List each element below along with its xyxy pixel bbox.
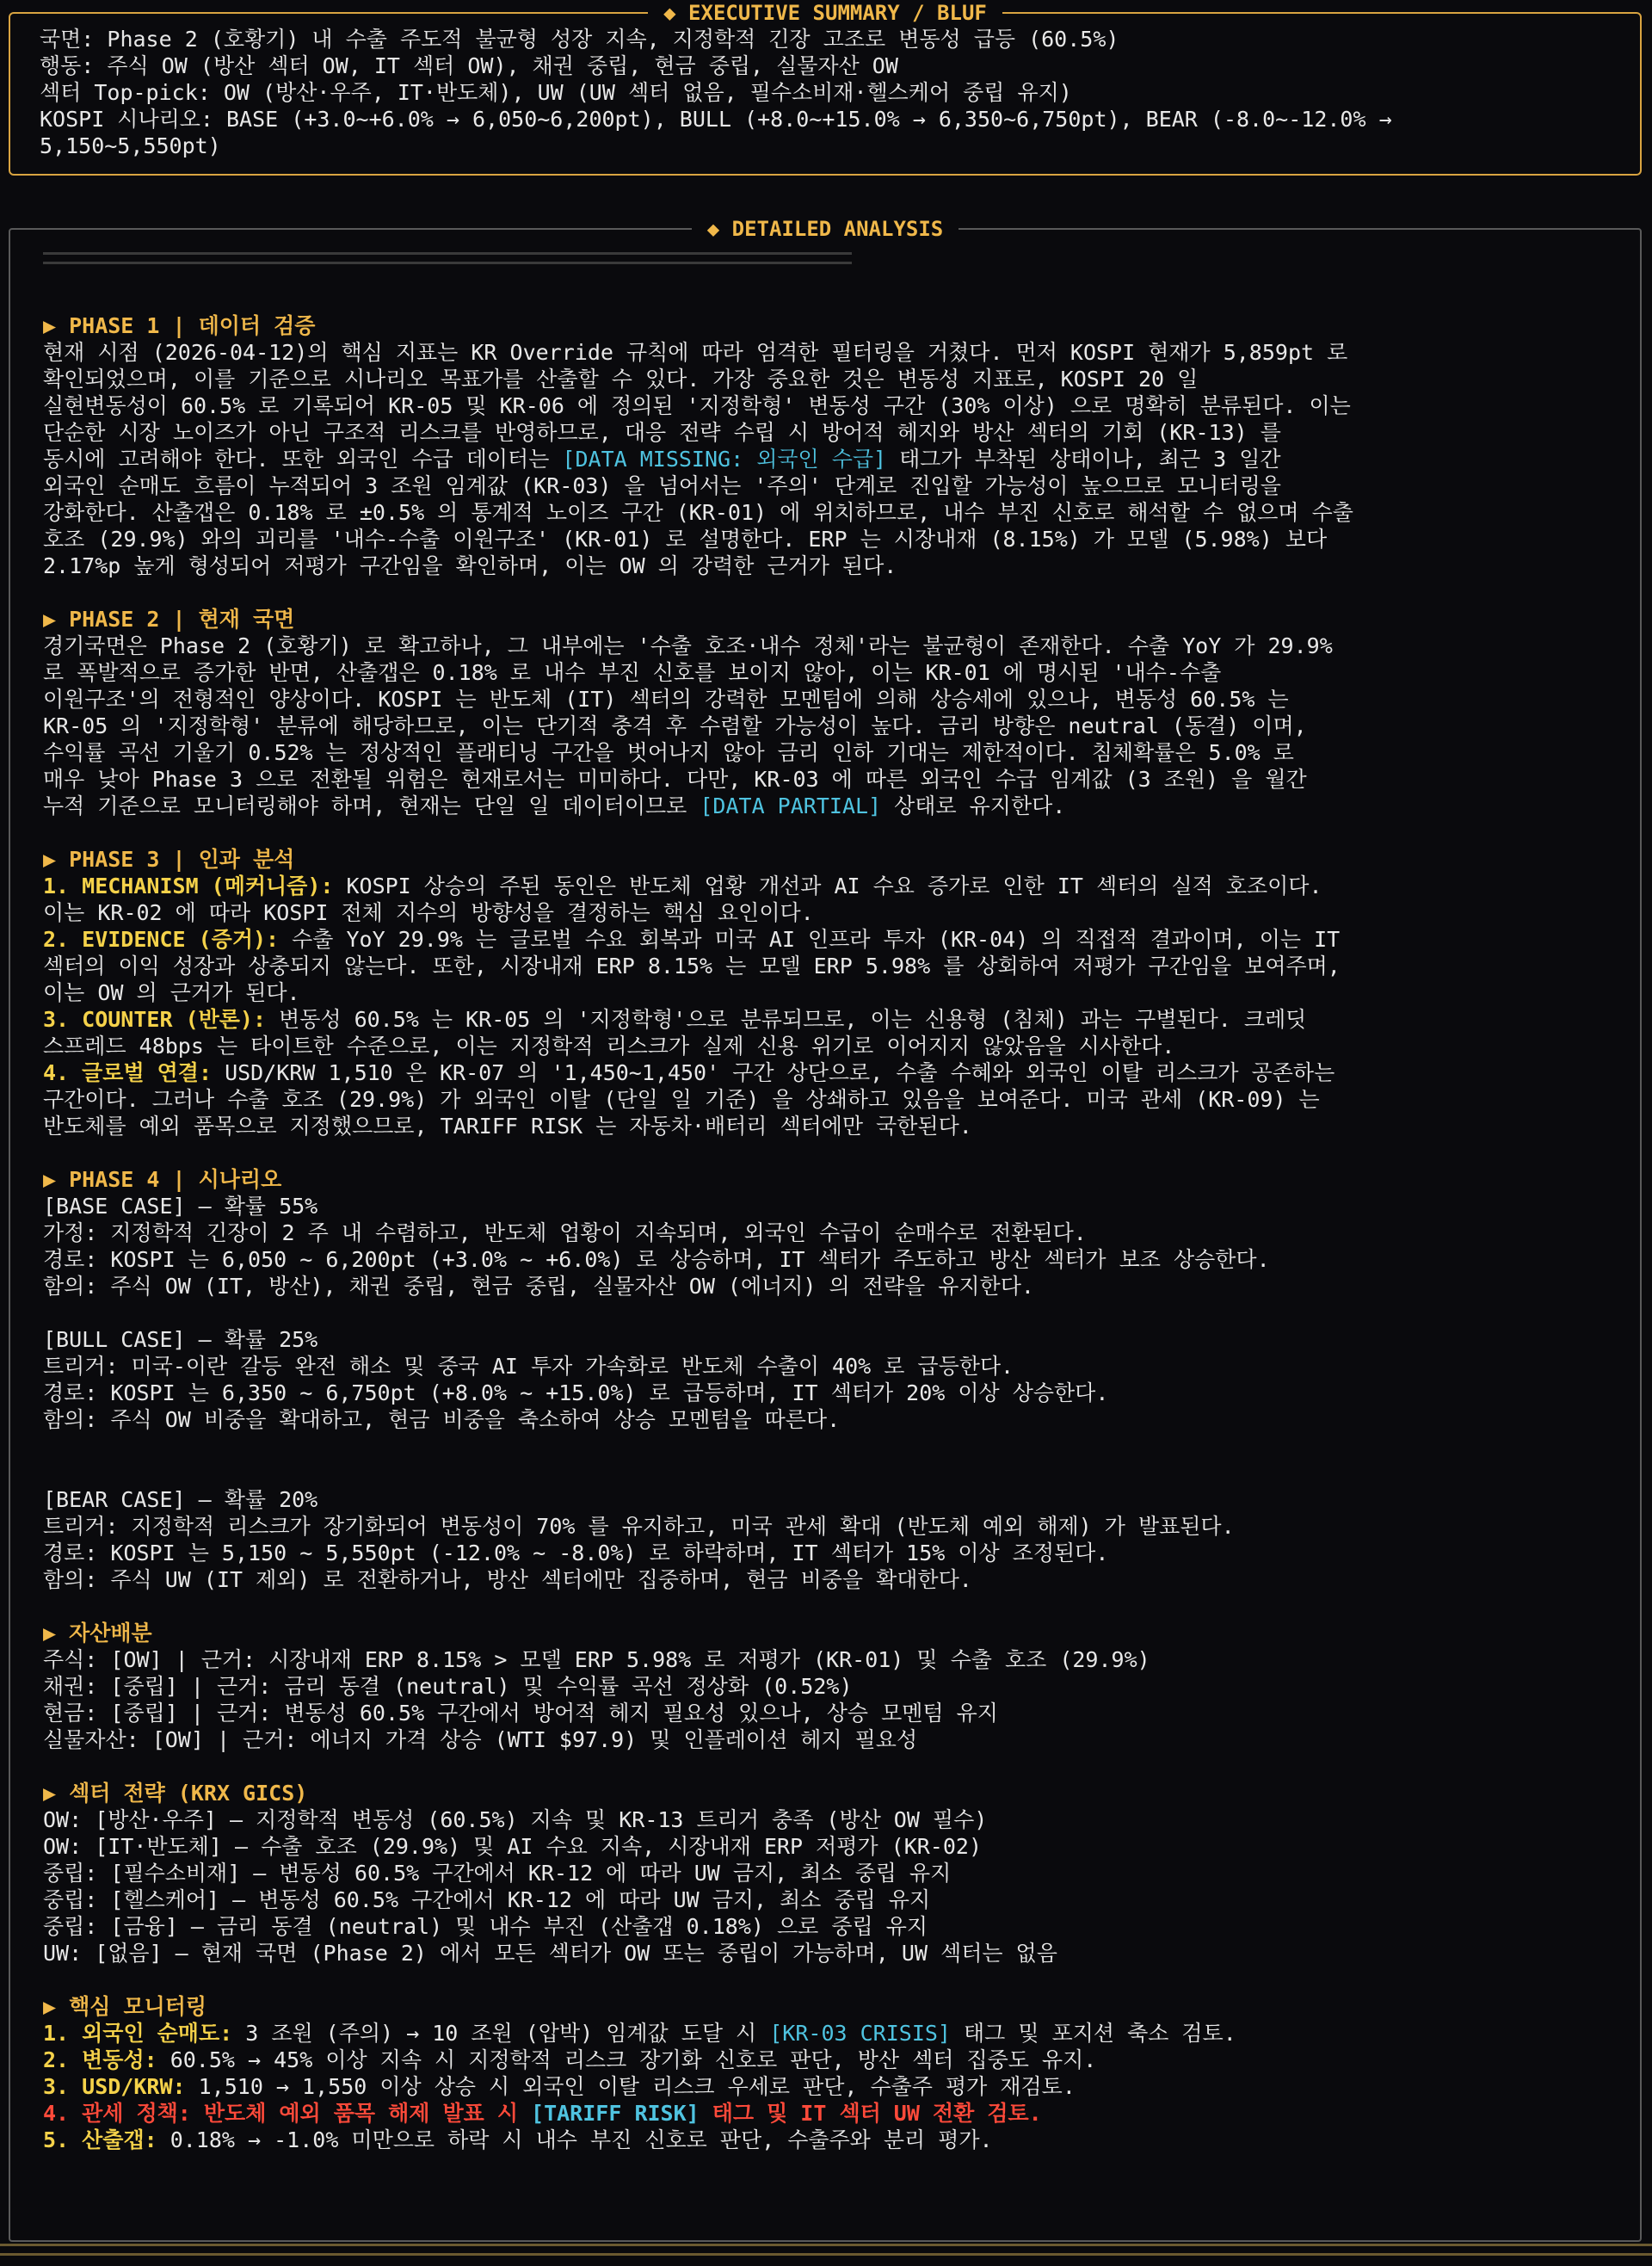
monitor-row <box>43 2020 1614 2047</box>
allocation-row: 실물자산: [OW] | 근거: 에너지 가격 상승 (WTI $97.9) 및 인플레이션 헤지 필요성 <box>43 1727 918 1752</box>
base-case-line: 가정: 지정학적 긴장이 2 주 내 수렴하고, 반도체 업황이 지속되며, 외국인 수급이 순매수로 전환된다. <box>43 1220 1087 1245</box>
text-span: 상태로 유지한다. <box>881 793 1066 818</box>
sector-row: 중립: [금융] — 금리 동결 (neutral) 및 내수 부진 (산출갭 0.18%) 으로 중립 유지 <box>43 1914 928 1939</box>
bear-case-title: [BEAR CASE] — 확률 20% <box>43 1487 318 1512</box>
paragraph-line: 매우 낮아 Phase 3 으로 전환될 위험은 현재로서는 미미하다. 다만, KR-03 에 따른 외국인 수급 임계값 (3 조원) 을 월간 <box>43 767 1307 792</box>
text-span: 4. 관세 정책: 반도체 예외 품목 해제 발표 시 <box>43 2101 532 2126</box>
text-span: 60.5% → 45% 이상 지속 시 지정학적 리스크 장기화 신호로 판단, 방산 섹터 집중도 유지. <box>157 2047 1097 2072</box>
text-span: 변동성 60.5% 는 KR-05 의 '지정학형'으로 분류되므로, 이는 신용형 (침체) 과는 구별된다. 크레딧 <box>266 1007 1307 1032</box>
asset-allocation-heading: ▶ 자산배분 <box>43 1621 152 1645</box>
bull-case-line: 트리거: 미국-이란 갈등 완전 해소 및 중국 AI 투자 가속화로 반도체 수출이 40% 로 급등한다. <box>43 1354 1014 1379</box>
monitor-label: 3. USD/KRW: <box>43 2074 186 2099</box>
monitor-row <box>43 2073 1614 2100</box>
tariff-risk-tag: [TARIFF RISK] <box>531 2101 700 2126</box>
paragraph-line: 2.17%p 높게 형성되어 저평가 구간임을 확인하며, 이는 OW 의 강력한 근거가 된다. <box>43 553 897 578</box>
executive-summary-title: ◆ EXECUTIVE SUMMARY / BLUF <box>648 1 1002 25</box>
paragraph-line: 구간이다. 그러나 수출 호조 (29.9%) 가 외국인 이탈 (단일 일 기준) 을 상쇄하고 있음을 보여준다. 미국 관세 (KR-09) 는 <box>43 1087 1320 1112</box>
text-span: USD/KRW 1,510 은 KR-07 의 '1,450~1,450' 구간 상단으로, 수출 수혜와 외국인 이탈 리스크가 공존하는 <box>212 1060 1335 1085</box>
exec-line-kospi-cont: 5,150~5,550pt) <box>40 133 221 158</box>
phase3-heading: ▶ PHASE 3 | 인과 분석 <box>43 847 295 872</box>
monitor-row <box>43 2047 1614 2073</box>
allocation-row: 채권: [중립] | 근거: 금리 동결 (neutral) 및 수익률 곡선 정상화 (0.52%) <box>43 1674 853 1699</box>
text-span: KOSPI 상승의 주된 동인은 반도체 업황 개선과 AI 수요 증가로 인한 IT 섹터의 실적 호조이다. <box>333 874 1322 898</box>
text-span: 3 조원 (주의) → 10 조원 (압박) 임계값 도달 시 <box>232 2021 770 2046</box>
mechanism-line <box>43 873 1614 899</box>
text-span: 누적 기준으로 모니터링해야 하며, 현재는 단일 일 데이터이므로 <box>43 793 700 818</box>
sector-row: OW: [방산·우주] — 지정학적 변동성 (60.5%) 지속 및 KR-13 트리거 충족 (방산 OW 필수) <box>43 1807 988 1832</box>
base-case-line: 경로: KOSPI 는 6,050 ~ 6,200pt (+3.0% ~ +6.0%) 로 상승하며, IT 섹터가 주도하고 방산 섹터가 보조 상승한다. <box>43 1247 1270 1272</box>
sector-strategy-heading: ▶ 섹터 전략 (KRX GICS) <box>43 1781 308 1806</box>
allocation-row: 현금: [중립] | 근거: 변동성 60.5% 구간에서 방어적 헤지 필요성 있으나, 상승 모멘텀 유지 <box>43 1701 998 1726</box>
evidence-line <box>43 926 1614 953</box>
monitoring-heading: ▶ 핵심 모니터링 <box>43 1994 207 2019</box>
paragraph-line: 현재 시점 (2026-04-12)의 핵심 지표는 KR Override 규칙에 따라 엄격한 필터링을 거쳤다. 먼저 KOSPI 현재가 5,859pt 로 <box>43 340 1348 365</box>
bull-case-line: 함의: 주식 OW 비중을 확대하고, 현금 비중을 축소하여 상승 모멘텀을 따른다. <box>43 1407 841 1432</box>
paragraph-line: 강화한다. 산출갭은 0.18% 로 ±0.5% 의 통계적 노이즈 구간 (KR-01) 에 위치하므로, 내수 부진 신호로 해석할 수 없으며 수출 <box>43 500 1353 525</box>
phase1-heading: ▶ PHASE 1 | 데이터 검증 <box>43 313 316 338</box>
text-span: 동시에 고려해야 한다. 또한 외국인 수급 데이터는 <box>43 447 563 472</box>
exec-line-sector: 섹터 Top-pick: OW (방산·우주, IT·반도체), UW (UW 섹터 없음, 필수소비재·헬스케어 중립 유지) <box>40 80 1072 105</box>
evidence-label: 2. EVIDENCE (증거): <box>43 927 280 952</box>
exec-line-kospi: KOSPI 시나리오: BASE (+3.0~+6.0% → 6,050~6,200pt), BULL (+8.0~+15.0% → 6,350~6,750pt), BEAR (-8.0~-12.0% → <box>40 107 1392 132</box>
monitor-label: 1. 외국인 순매도: <box>43 2021 233 2046</box>
paragraph-line: 단순한 시장 노이즈가 아닌 구조적 리스크를 반영하므로, 대응 전략 수립 시 방어적 헤지와 방산 섹터의 기회 (KR-13) 를 <box>43 420 1281 445</box>
bear-case-line: 함의: 주식 UW (IT 제외) 로 전환하거나, 방산 섹터에만 집중하며, 현금 비중을 확대한다. <box>43 1567 972 1592</box>
detailed-analysis-title: ◆ DETAILED ANALYSIS <box>692 217 959 241</box>
monitor-row-alert <box>43 2100 1614 2127</box>
text-span: 0.18% → -1.0% 미만으로 하락 시 내수 부진 신호로 판단, 수출주와 분리 평가. <box>157 2127 993 2152</box>
paragraph-line: 섹터의 이익 성장과 상충되지 않는다. 또한, 시장내재 ERP 8.15% 는 모델 ERP 5.98% 를 상회하여 저평가 구간임을 보여주며, <box>43 954 1341 979</box>
paragraph-line: 이원구조'의 전형적인 양상이다. KOSPI 는 반도체 (IT) 섹터의 강력한 모멘텀에 의해 상승세에 있으나, 변동성 60.5% 는 <box>43 687 1289 712</box>
bear-case-line: 경로: KOSPI 는 5,150 ~ 5,550pt (-12.0% ~ -8.0%) 로 하락하며, IT 섹터가 15% 이상 조정된다. <box>43 1541 1109 1565</box>
base-case-line: 함의: 주식 OW (IT, 방산), 채권 중립, 현금 중립, 실물자산 OW (에너지) 의 전략을 유지한다. <box>43 1274 1034 1299</box>
executive-summary-panel <box>9 1 1642 176</box>
divider <box>43 252 852 255</box>
sector-row: 중립: [필수소비재] — 변동성 60.5% 구간에서 KR-12 에 따라 UW 금지, 최소 중립 유지 <box>43 1861 952 1886</box>
base-case-title: [BASE CASE] — 확률 55% <box>43 1194 318 1219</box>
paragraph-line: 로 폭발적으로 증가한 반면, 산출갭은 0.18% 로 내수 부진 신호를 보이지 않아, 이는 KR-01 에 명시된 '내수-수출 <box>43 660 1222 685</box>
monitor-label: 5. 산출갭: <box>43 2127 157 2152</box>
data-missing-tag: [DATA MISSING: 외국인 수급] <box>562 447 887 472</box>
paragraph-line: 반도체를 예외 품목으로 지정했으므로, TARIFF RISK 는 자동차·배터리 섹터에만 국한된다. <box>43 1114 972 1139</box>
paragraph-line: 확인되었으며, 이를 기준으로 시나리오 목표가를 산출할 수 있다. 가장 중요한 것은 변동성 지표로, KOSPI 20 일 <box>43 367 1199 392</box>
paragraph-line: 외국인 순매도 흐름이 누적되어 3 조원 임계값 (KR-03) 을 넘어서는 '주의' 단계로 진입할 가능성이 높으므로 모니터링을 <box>43 473 1281 498</box>
sector-row: 중립: [헬스케어] — 변동성 60.5% 구간에서 KR-12 에 따라 UW 금지, 최소 중립 유지 <box>43 1887 931 1912</box>
paragraph-line: 스프레드 48bps 는 타이트한 수준으로, 이는 지정학적 리스크가 실제 신용 위기로 이어지지 않았음을 시사한다. <box>43 1034 1175 1059</box>
paragraph-line: 호조 (29.9%) 와의 괴리를 '내수-수출 이원구조' (KR-01) 로 설명한다. ERP 는 시장내재 (8.15%) 가 모델 (5.98%) 보다 <box>43 527 1328 552</box>
text-span: 수출 YoY 29.9% 는 글로벌 수요 회복과 미국 AI 인프라 투자 (KR-04) 의 직접적 결과이며, 이는 IT <box>279 927 1341 952</box>
bull-case-line: 경로: KOSPI 는 6,350 ~ 6,750pt (+8.0% ~ +15.0%) 로 급등하며, IT 섹터가 20% 이상 상승한다. <box>43 1380 1109 1405</box>
phase4-heading: ▶ PHASE 4 | 시나리오 <box>43 1167 282 1192</box>
paragraph-line: 이는 KR-02 에 따라 KOSPI 전체 지수의 방향성을 결정하는 핵심 요인이다. <box>43 900 814 925</box>
mechanism-label: 1. MECHANISM (메커니즘): <box>43 874 334 898</box>
crisis-tag: [KR-03 CRISIS] <box>769 2021 951 2046</box>
data-partial-tag: [DATA PARTIAL] <box>700 793 882 818</box>
global-link-line <box>43 1059 1614 1086</box>
bull-case-title: [BULL CASE] — 확률 25% <box>43 1327 318 1352</box>
text-span: 태그가 부착된 상태이나, 최근 3 일간 <box>886 447 1281 472</box>
bottom-divider <box>0 2244 1652 2246</box>
bear-case-line: 트리거: 지정학적 리스크가 장기화되어 변동성이 70% 를 유지하고, 미국 관세 확대 (반도체 예외 해제) 가 발표된다. <box>43 1514 1235 1539</box>
allocation-row: 주식: [OW] | 근거: 시장내재 ERP 8.15% > 모델 ERP 5.98% 로 저평가 (KR-01) 및 수출 호조 (29.9%) <box>43 1647 1150 1672</box>
sector-row: UW: [없음] — 현재 국면 (Phase 2) 에서 모든 섹터가 OW 또는 중립이 가능하며, UW 섹터는 없음 <box>43 1941 1057 1966</box>
phase2-heading: ▶ PHASE 2 | 현재 국면 <box>43 607 295 632</box>
exec-line-regime: 국면: Phase 2 (호황기) 내 수출 주도적 불균형 성장 지속, 지정학적 긴장 고조로 변동성 급등 (60.5%) <box>40 27 1119 52</box>
paragraph-line <box>43 446 1614 472</box>
monitor-row <box>43 2127 1614 2153</box>
text-span: 태그 및 포지션 축소 검토. <box>950 2021 1236 2046</box>
monitor-label: 2. 변동성: <box>43 2047 157 2072</box>
text-span: 1,510 → 1,550 이상 상승 시 외국인 이탈 리스크 우세로 판단, 수출주 평가 재검토. <box>185 2074 1076 2099</box>
paragraph-line: KR-05 의 '지정학형' 분류에 해당하므로, 이는 단기적 충격 후 수렴할 가능성이 높다. 금리 방향은 neutral (동결) 이며, <box>43 713 1307 738</box>
detailed-analysis-panel <box>9 217 1642 2242</box>
global-link-label: 4. 글로벌 연결: <box>43 1060 213 1085</box>
sector-row: OW: [IT·반도체] — 수출 호조 (29.9%) 및 AI 수요 지속, 시장내재 ERP 저평가 (KR-02) <box>43 1834 983 1859</box>
paragraph-line: 경기국면은 Phase 2 (호황기) 로 확고하나, 그 내부에는 '수출 호조·내수 정체'라는 불균형이 존재한다. 수출 YoY 가 29.9% <box>43 633 1333 658</box>
text-span: 태그 및 IT 섹터 UW 전환 검토. <box>699 2101 1042 2126</box>
paragraph-line: 수익률 곡선 기울기 0.52% 는 정상적인 플래티닝 구간을 벗어나지 않아 금리 인하 기대는 제한적이다. 침체확률은 5.0% 로 <box>43 740 1294 765</box>
paragraph-line <box>43 793 1614 819</box>
exec-line-action: 행동: 주식 OW (방산 섹터 OW, IT 섹터 OW), 채권 중립, 현금 중립, 실물자산 OW <box>40 53 898 78</box>
paragraph-line: 실현변동성이 60.5% 로 기록되어 KR-05 및 KR-06 에 정의된 '지정학형' 변동성 구간 (30% 이상) 으로 명확히 분류된다. 이는 <box>43 393 1351 418</box>
counter-line <box>43 1006 1614 1033</box>
paragraph-line: 이는 OW 의 근거가 된다. <box>43 980 300 1005</box>
bottom-divider <box>0 2253 1652 2256</box>
counter-label: 3. COUNTER (반론): <box>43 1007 267 1032</box>
